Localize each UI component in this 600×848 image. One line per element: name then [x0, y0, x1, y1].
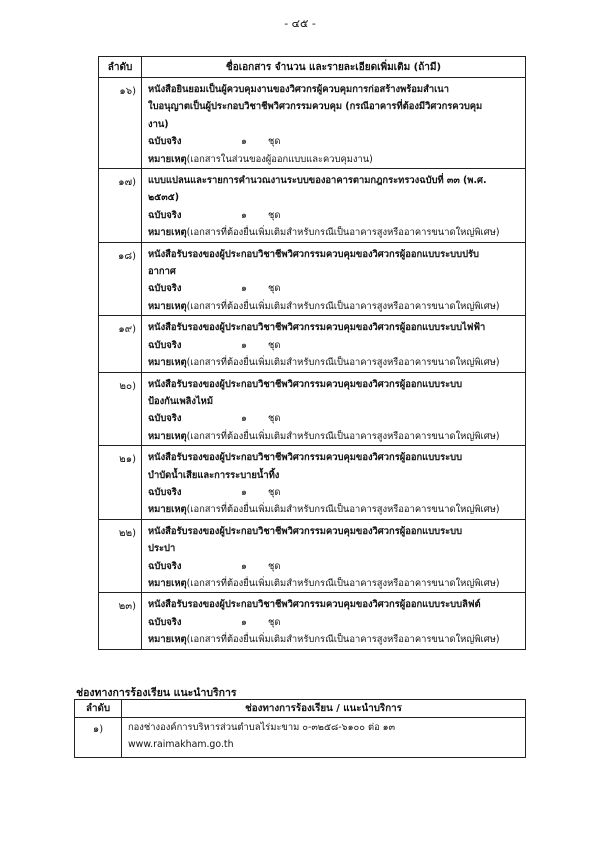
copy-line [148, 484, 521, 501]
document-row [99, 316, 526, 372]
copy-line [148, 207, 521, 224]
channels-header-number: ลำดับ [75, 700, 122, 718]
channel-line: www.raimakham.go.th [128, 739, 234, 750]
copy-quantity: ๑ [241, 136, 247, 148]
copy-label: ฉบับจริง [148, 339, 182, 351]
channels-header-channel: ช่องทางการร้องเรียน / แนะนำบริการ [122, 700, 526, 718]
note-label: หมายเหตุ [148, 577, 187, 589]
copy-quantity: ๑ [241, 209, 247, 221]
note-text: (เอกสารที่ต้องยื่นเพิ่มเติมสำหรับกรณีเป็นอาคารสูงหรืออาคารขนาดใหญ่พิเศษ) [186, 227, 500, 239]
document-title-line: หนังสือรับรองของผู้ประกอบวิชาชีพวิศวกรรมควบคุมของวิศวกรผู้ออกแบบระบบปรับ [148, 248, 480, 260]
note-text: (เอกสารที่ต้องยื่นเพิ่มเติมสำหรับกรณีเป็นอาคารสูงหรืออาคารขนาดใหญ่พิเศษ) [186, 634, 500, 646]
document-number: ๒๒) [99, 519, 142, 593]
document-detail [142, 242, 526, 316]
document-row [99, 169, 526, 243]
document-detail [142, 78, 526, 169]
copy-line [148, 614, 521, 631]
header-number: ลำดับ [99, 57, 142, 78]
document-row [99, 242, 526, 316]
channel-line: กองช่างองค์การบริหารส่วนตำบลไร่มะขาม ๐-๓๒๕๘-๖๑๐๐ ต่อ ๑๓ [128, 722, 396, 733]
document-title-line: งาน) [148, 118, 169, 130]
document-title-line: หนังสือรับรองของผู้ประกอบวิชาชีพวิศวกรรมควบคุมของวิศวกรผู้ออกแบบระบบ [148, 452, 463, 464]
document-number: ๒๑) [99, 446, 142, 520]
document-title-line: หนังสือรับรองของผู้ประกอบวิชาชีพวิศวกรรมควบคุมของวิศวกรผู้ออกแบบระบบ [148, 378, 463, 390]
document-detail [142, 519, 526, 593]
note-line [148, 354, 521, 371]
note-text: (เอกสารที่ต้องยื่นเพิ่มเติมสำหรับกรณีเป็นอาคารสูงหรืออาคารขนาดใหญ่พิเศษ) [186, 577, 500, 589]
document-title-line: หนังสือยินยอมเป็นผู้ควบคุมงานของวิศวกรผู้ควบคุมการก่อสร้างพร้อมสำเนา [148, 84, 449, 95]
document-title-line: ป้องกันเพลิงไหม้ [148, 395, 214, 407]
copy-unit: ชุด [268, 413, 281, 425]
copy-quantity: ๑ [241, 339, 247, 351]
copy-quantity: ๑ [241, 486, 247, 498]
copy-unit: ชุด [268, 209, 281, 221]
note-text: (เอกสารที่ต้องยื่นเพิ่มเติมสำหรับกรณีเป็นอาคารสูงหรืออาคารขนาดใหญ่พิเศษ) [186, 430, 500, 442]
copy-unit: ชุด [268, 283, 281, 295]
document-number: ๒๐) [99, 372, 142, 446]
document-title-line: บำบัดน้ำเสียและการระบายน้ำทิ้ง [148, 469, 280, 481]
document-number: ๒๓) [99, 593, 142, 649]
document-detail [142, 372, 526, 446]
document-number: ๑๗) [99, 169, 142, 243]
document-detail [142, 316, 526, 372]
document-title-line: แบบแปลนและรายการคำนวณงานระบบของอาคารตามกฎกระทรวงฉบับที่ ๓๓ (พ.ศ. [148, 175, 487, 187]
note-label: หมายเหตุ [148, 153, 187, 165]
document-title-line: ใบอนุญาตเป็นผู้ประกอบวิชาชีพวิศวกรรมควบคุม (กรณีอาคารที่ต้องมีวิศวกรควบคุม [148, 101, 483, 113]
copy-quantity: ๑ [241, 616, 247, 628]
document-number: ๑๙) [99, 316, 142, 372]
document-number: ๑๖) [99, 78, 142, 169]
document-title-line: หนังสือรับรองของผู้ประกอบวิชาชีพวิศวกรรมควบคุมของวิศวกรผู้ออกแบบระบบไฟฟ้า [148, 322, 486, 334]
document-row [99, 78, 526, 169]
channels-section-title: ช่องทางการร้องเรียน แนะนำบริการ [76, 687, 237, 699]
page-number: - ๔๕ - [284, 17, 316, 30]
document-number: ๑๘) [99, 242, 142, 316]
note-text: (เอกสารที่ต้องยื่นเพิ่มเติมสำหรับกรณีเป็นอาคารสูงหรืออาคารขนาดใหญ่พิเศษ) [186, 504, 500, 516]
channel-detail [122, 718, 526, 758]
document-row [99, 519, 526, 593]
document-row [99, 593, 526, 649]
channels-table-body [75, 718, 526, 758]
copy-line [148, 337, 521, 354]
channel-number: ๑) [75, 718, 122, 758]
copy-label: ฉบับจริง [148, 209, 182, 221]
note-label: หมายเหตุ [148, 227, 187, 239]
note-label: หมายเหตุ [148, 634, 187, 646]
note-label: หมายเหตุ [148, 504, 187, 516]
copy-quantity: ๑ [241, 283, 247, 295]
channel-row [75, 718, 526, 758]
document-row [99, 372, 526, 446]
document-title-line: ๒๕๓๕) [148, 192, 180, 204]
document-title-line: อากาศ [148, 266, 176, 278]
note-text: (เอกสารในส่วนของผู้ออกแบบและควบคุมงาน) [186, 153, 373, 165]
copy-unit: ชุด [268, 560, 281, 572]
copy-quantity: ๑ [241, 413, 247, 425]
document-detail [142, 593, 526, 649]
document-title-line: ประปา [148, 543, 176, 555]
note-line [148, 151, 521, 168]
note-line [148, 575, 521, 592]
note-line [148, 501, 521, 518]
note-label: หมายเหตุ [148, 430, 187, 442]
document-detail [142, 169, 526, 243]
channels-table [74, 699, 526, 758]
copy-label: ฉบับจริง [148, 560, 182, 572]
note-text: (เอกสารที่ต้องยื่นเพิ่มเติมสำหรับกรณีเป็นอาคารสูงหรืออาคารขนาดใหญ่พิเศษ) [186, 300, 500, 312]
header-document: ชื่อเอกสาร จำนวน และรายละเอียดเพิ่มเติม (ถ้ามี) [142, 57, 526, 78]
documents-table [98, 56, 526, 650]
note-line [148, 631, 521, 648]
copy-label: ฉบับจริง [148, 486, 182, 498]
copy-line [148, 133, 521, 150]
copy-unit: ชุด [268, 486, 281, 498]
copy-label: ฉบับจริง [148, 413, 182, 425]
copy-line [148, 558, 521, 575]
copy-unit: ชุด [268, 616, 281, 628]
copy-label: ฉบับจริง [148, 136, 182, 148]
document-title-line: หนังสือรับรองของผู้ประกอบวิชาชีพวิศวกรรมควบคุมของวิศวกรผู้ออกแบบระบบ [148, 525, 463, 537]
documents-table-body [99, 78, 526, 650]
copy-label: ฉบับจริง [148, 616, 182, 628]
document-row [99, 446, 526, 520]
documents-table-header [99, 57, 526, 78]
channels-table-header [75, 700, 526, 718]
note-line [148, 298, 521, 315]
note-line [148, 224, 521, 241]
copy-line [148, 410, 521, 427]
document-title-line: หนังสือรับรองของผู้ประกอบวิชาชีพวิศวกรรมควบคุมของวิศวกรผู้ออกแบบระบบลิฟต์ [148, 599, 481, 611]
note-label: หมายเหตุ [148, 300, 187, 312]
document-detail [142, 446, 526, 520]
copy-quantity: ๑ [241, 560, 247, 572]
copy-unit: ชุด [268, 136, 281, 148]
copy-unit: ชุด [268, 339, 281, 351]
note-line [148, 428, 521, 445]
copy-label: ฉบับจริง [148, 283, 182, 295]
note-text: (เอกสารที่ต้องยื่นเพิ่มเติมสำหรับกรณีเป็นอาคารสูงหรืออาคารขนาดใหญ่พิเศษ) [186, 357, 500, 369]
copy-line [148, 280, 521, 297]
note-label: หมายเหตุ [148, 357, 187, 369]
